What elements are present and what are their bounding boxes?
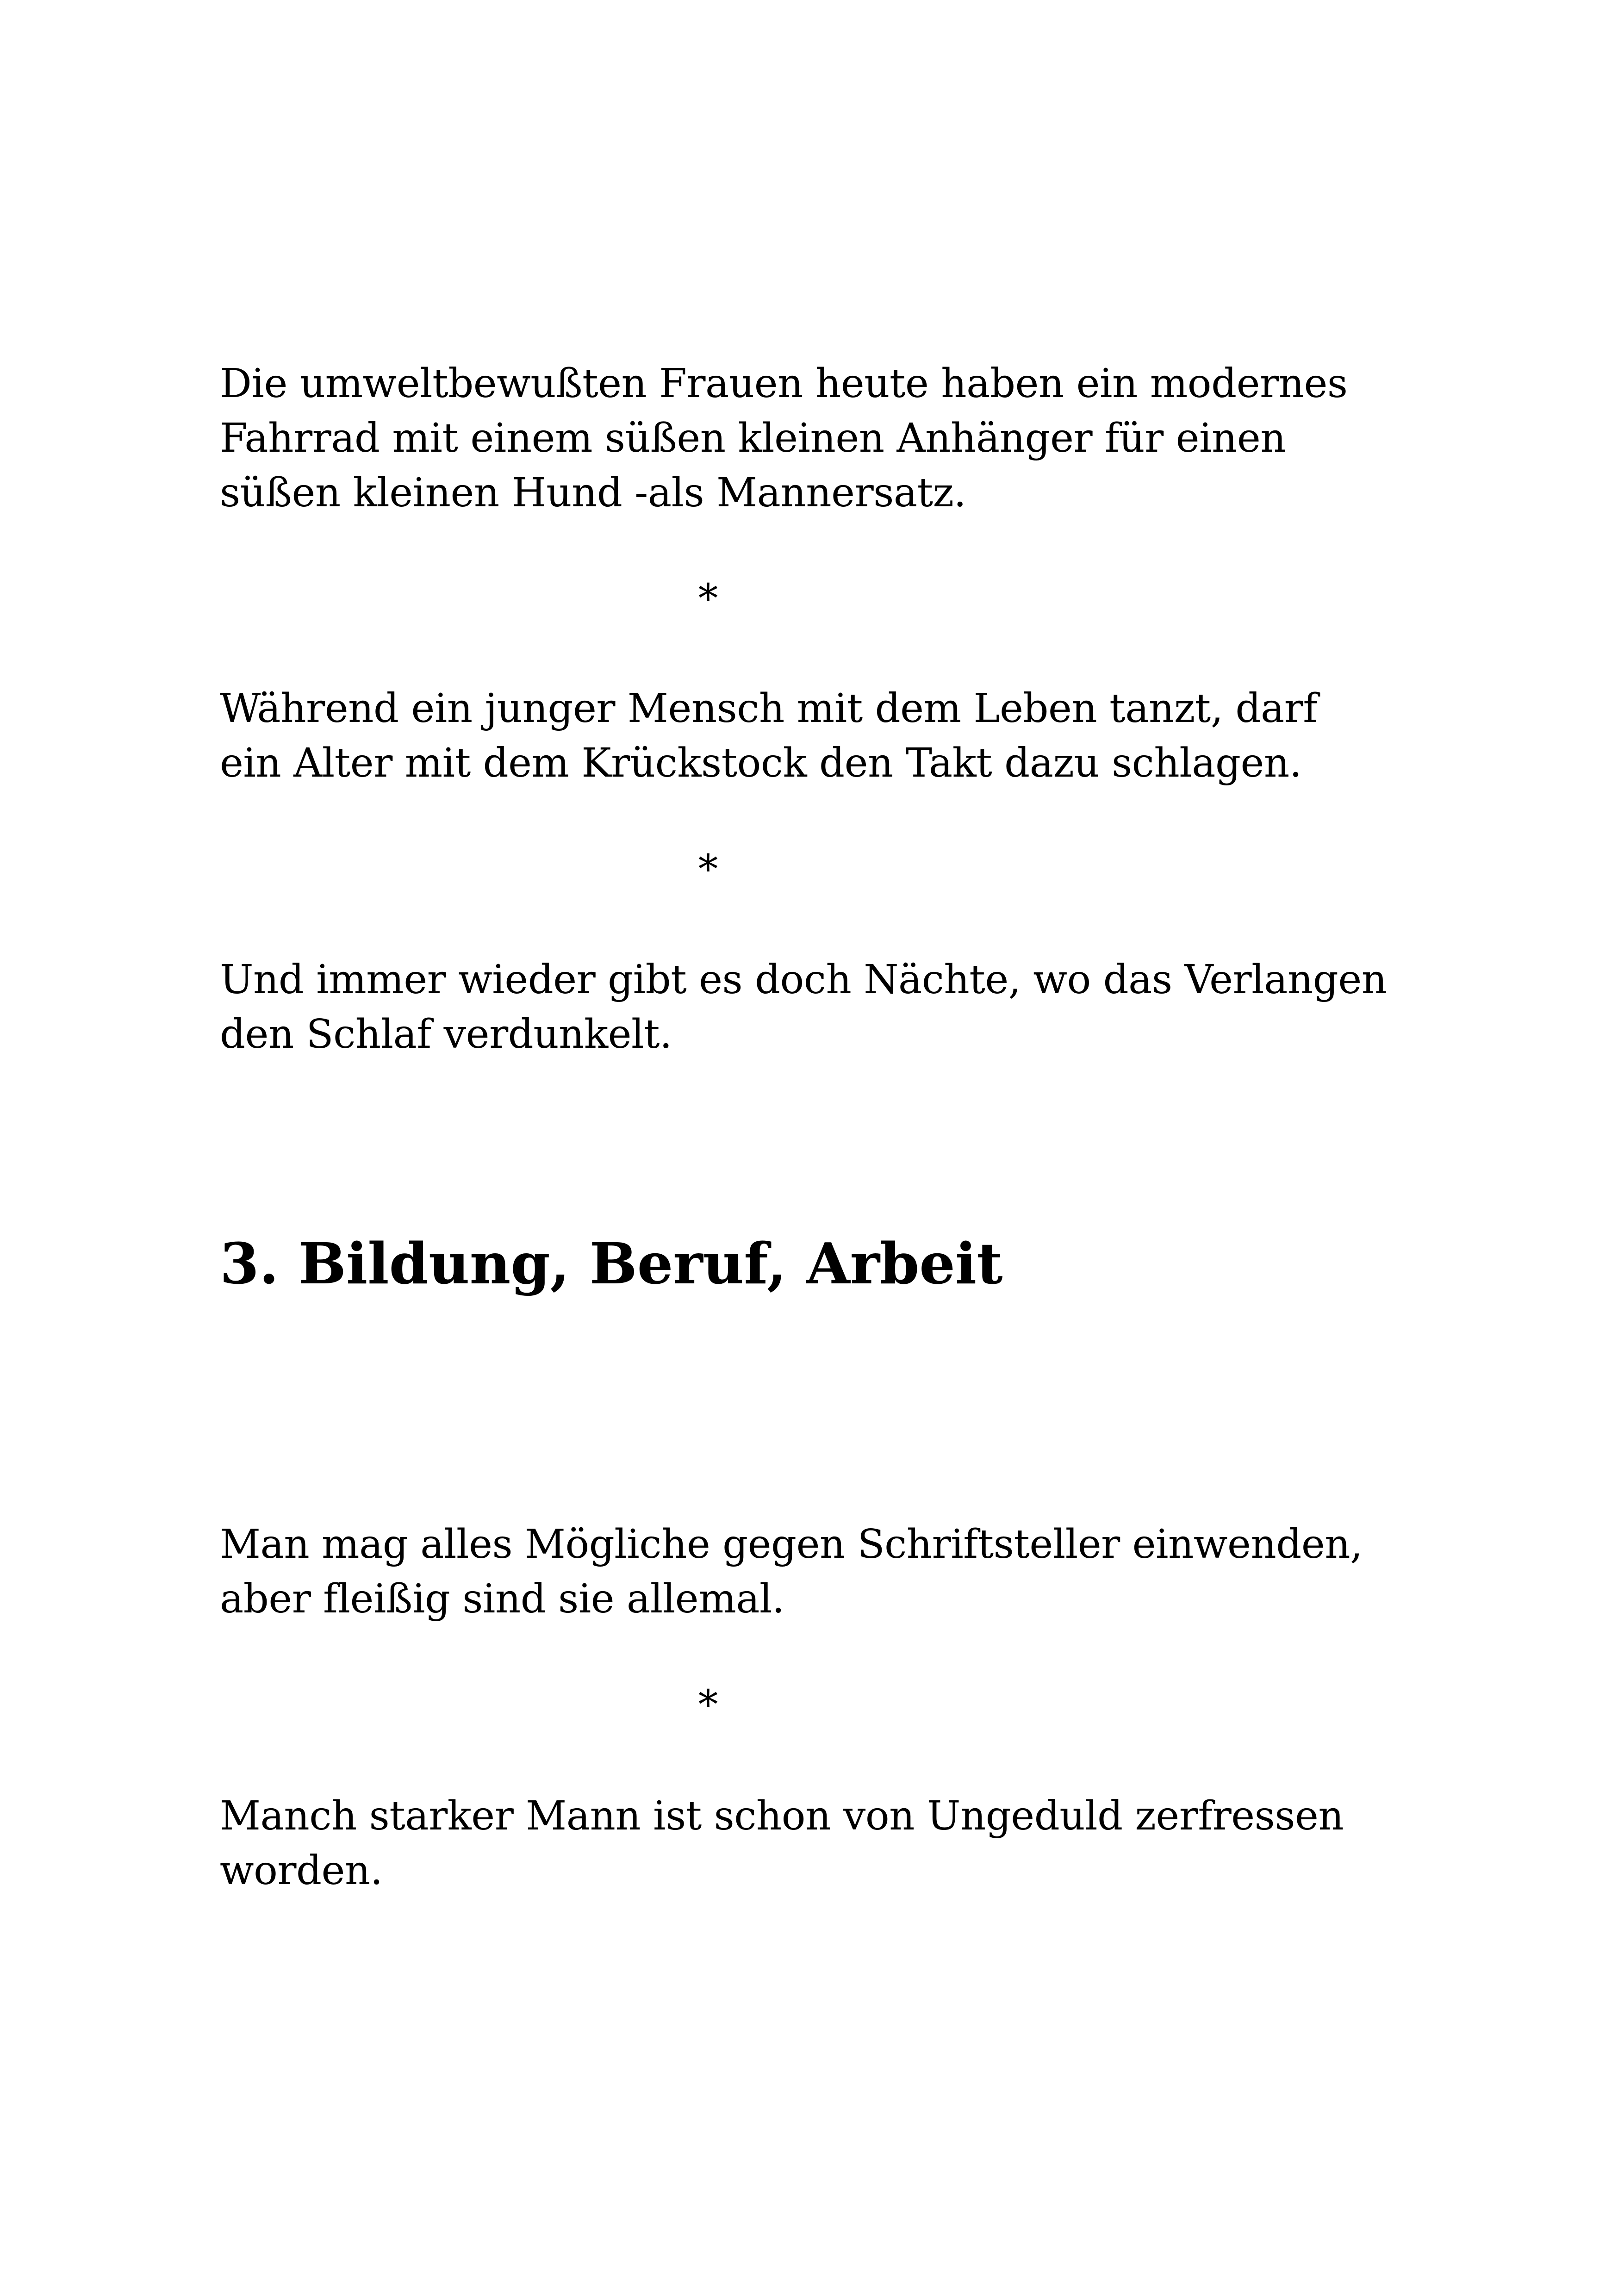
text-line: Und immer wieder gibt es doch Nächte, wo das Verlangen bbox=[220, 957, 1387, 1003]
text-line: den Schlaf verdunkelt. bbox=[220, 1011, 672, 1058]
section-heading: 3. Bildung, Beruf, Arbeit bbox=[220, 1230, 1003, 1297]
text-line: süßen kleinen Hund -als Mannersatz. bbox=[220, 470, 966, 516]
text-line: ein Alter mit dem Krückstock den Takt dazu schlagen. bbox=[220, 740, 1302, 786]
text-line: Manch starker Mann ist schon von Ungeduld zerfressen bbox=[220, 1793, 1344, 1839]
aphorism-paragraph bbox=[220, 356, 1405, 520]
text-line: Man mag alles Mögliche gegen Schriftsteller einwenden, bbox=[220, 1521, 1363, 1568]
aphorism-paragraph bbox=[220, 1789, 1405, 1898]
text-line: Während ein junger Mensch mit dem Leben tanzt, darf bbox=[220, 685, 1318, 732]
text-line: Fahrrad mit einem süßen kleinen Anhänger für einen bbox=[220, 415, 1286, 461]
aphorism-paragraph bbox=[220, 681, 1405, 790]
aphorism-paragraph bbox=[220, 952, 1405, 1062]
text-line: aber fleißig sind sie allemal. bbox=[220, 1576, 784, 1622]
separator-asterisk: * bbox=[698, 576, 718, 622]
text-line: worden. bbox=[220, 1848, 383, 1894]
separator-asterisk: * bbox=[698, 846, 718, 893]
text-line: Die umweltbewußten Frauen heute haben ein modernes bbox=[220, 361, 1348, 407]
aphorism-paragraph bbox=[220, 1517, 1405, 1626]
separator-asterisk: * bbox=[698, 1682, 718, 1728]
